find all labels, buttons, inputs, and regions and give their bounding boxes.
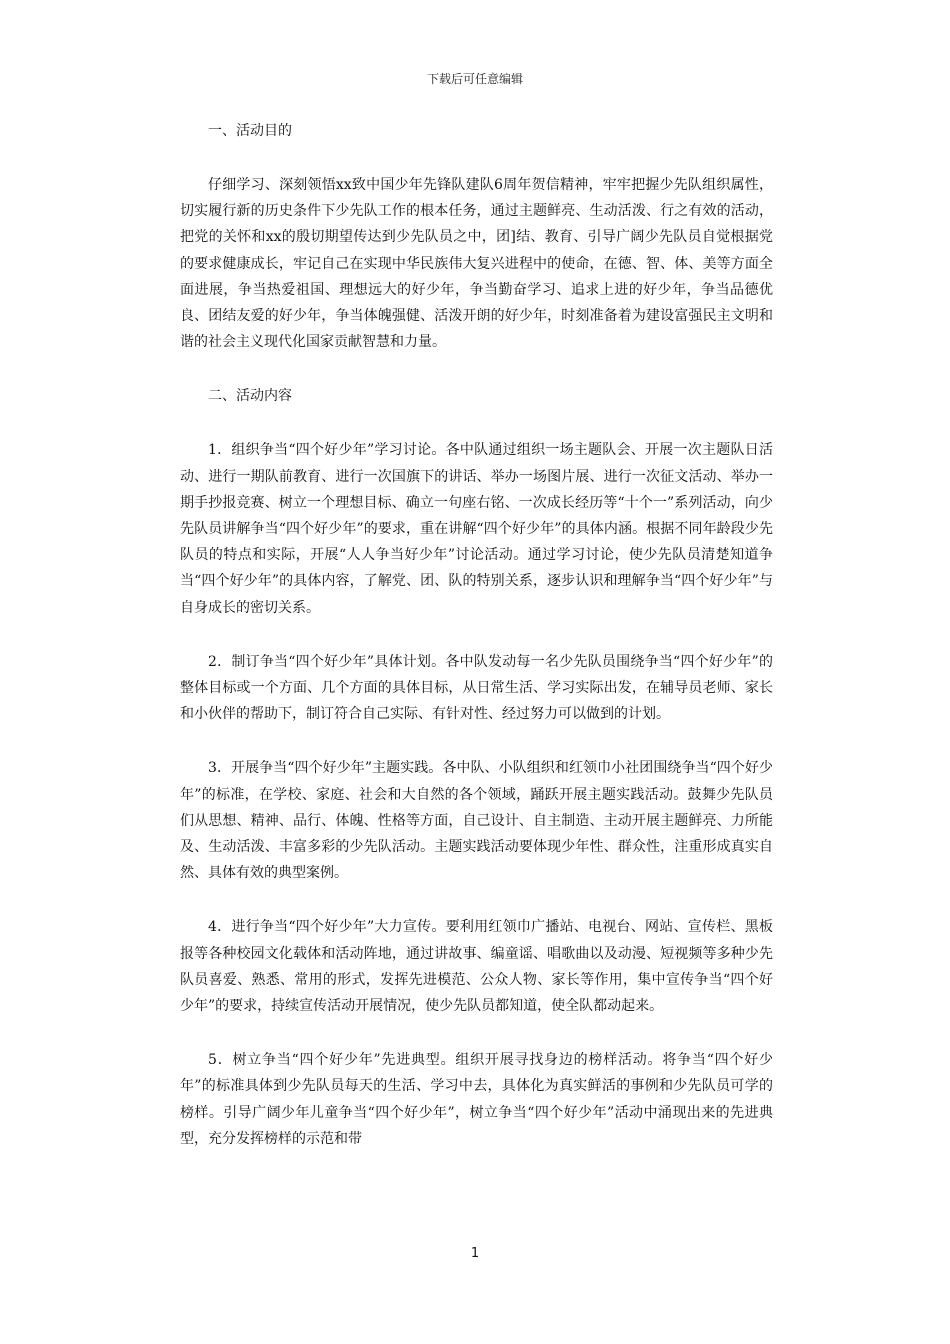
list-item-2: 2．制订争当“四个好少年”具体计划。各中队发动每一名少先队员围绕争当“四个好少年”的整体目标或一个方面、几个方面的具体目标，从日常生活、学习实际出发，在辅导员老师、家长和小伙伴的帮助下，制订符合自己实际、有针对性、经过努力可以做到的计划。 <box>180 653 773 723</box>
page-header: 下载后可任意编辑 <box>426 72 523 86</box>
page-number: 1 <box>470 1246 480 1261</box>
paragraph-purpose: 仔细学习、深刻领悟xx致中国少年先锋队建队6周年贺信精神，牢牢把握少先队组织属性，切实履行新的历史条件下少先队工作的根本任务，通过主题鲜亮、生动活泼、行之有效的活动，把党的关怀和xx的殷切期望传达到少先队员之中，团]结、教育、引导广阔少先队员自觉根据党的要求健康成长，牢记自己在实现中华民族伟大复兴进程中的使命，在德、智、体、美等方面全面进展，争当热爱祖国、理想远大的好少年，争当勤奋学习、追求上进的好少年，争当品德优良、团结友爱的好少年，争当体魄强健、活泼开朗的好少年，时刻准备着为建设富强民主文明和谐的社会主义现代化国家贡献智慧和力量。 <box>180 177 773 351</box>
section-heading-purpose: 一、活动目的 <box>208 123 292 139</box>
list-item-5: 5．树立争当“四个好少年”先进典型。组织开展寻找身边的榜样活动。将争当“四个好少年”的标准具体到少先队员每天的生活、学习中去，具体化为真实鲜活的事例和少先队员可学的榜样。引导广阔少年儿童争当“四个好少年”，树立争当“四个好少年”活动中涌现出来的先进典型，充分发挥榜样的示范和带 <box>180 1052 773 1147</box>
list-item-3: 3．开展争当“四个好少年”主题实践。各中队、小队组织和红领巾小社团围绕争当“四个好少年”的标准，在学校、家庭、社会和大自然的各个领域，踊跃开展主题实践活动。鼓舞少先队员们从思想、精神、品行、体魄、性格等方面，自己设计、自主制造、主动开展主题鲜亮、力所能及、生动活泼、丰富多彩的少先队活动。主题实践活动要体现少年性、群众性，注重形成真实自然、具体有效的典型案例。 <box>180 760 773 882</box>
document-body <box>180 118 773 1152</box>
section-heading-content: 二、活动内容 <box>208 388 292 405</box>
list-item-4: 4．进行争当“四个好少年”大力宣传。要利用红领巾广播站、电视台、网站、宣传栏、黑板报等各种校园文化载体和活动阵地，通过讲故事、编童谣、唱歌曲以及动漫、短视频等多种少先队员喜爱、熟悉、常用的形式，发挥先进模范、公众人物、家长等作用，集中宣传争当“四个好少年”的要求，持续宣传活动开展情况，使少先队员都知道，使全队都动起来。 <box>180 919 773 1015</box>
list-item-1: 1．组织争当“四个好少年”学习讨论。各中队通过组织一场主题队会、开展一次主题队日活动、进行一期队前教育、进行一次国旗下的讲话、举办一场图片展、进行一次征文活动、举办一期手抄报竞赛、树立一个理想目标、确立一句座右铭、一次成长经历等“十个一”系列活动，向少先队员讲解争当“四个好少年”的要求，重在讲解“四个好少年”的具体内涵。根据不同年龄段少先队员的特点和实际，开展“人人争当好少年”讨论活动。通过学习讨论，使少先队员清楚知道争当“四个好少年”的具体内容，了解党、团、队的特别关系，逐步认识和理解争当“四个好少年”与自身成长的密切关系。 <box>180 442 773 616</box>
